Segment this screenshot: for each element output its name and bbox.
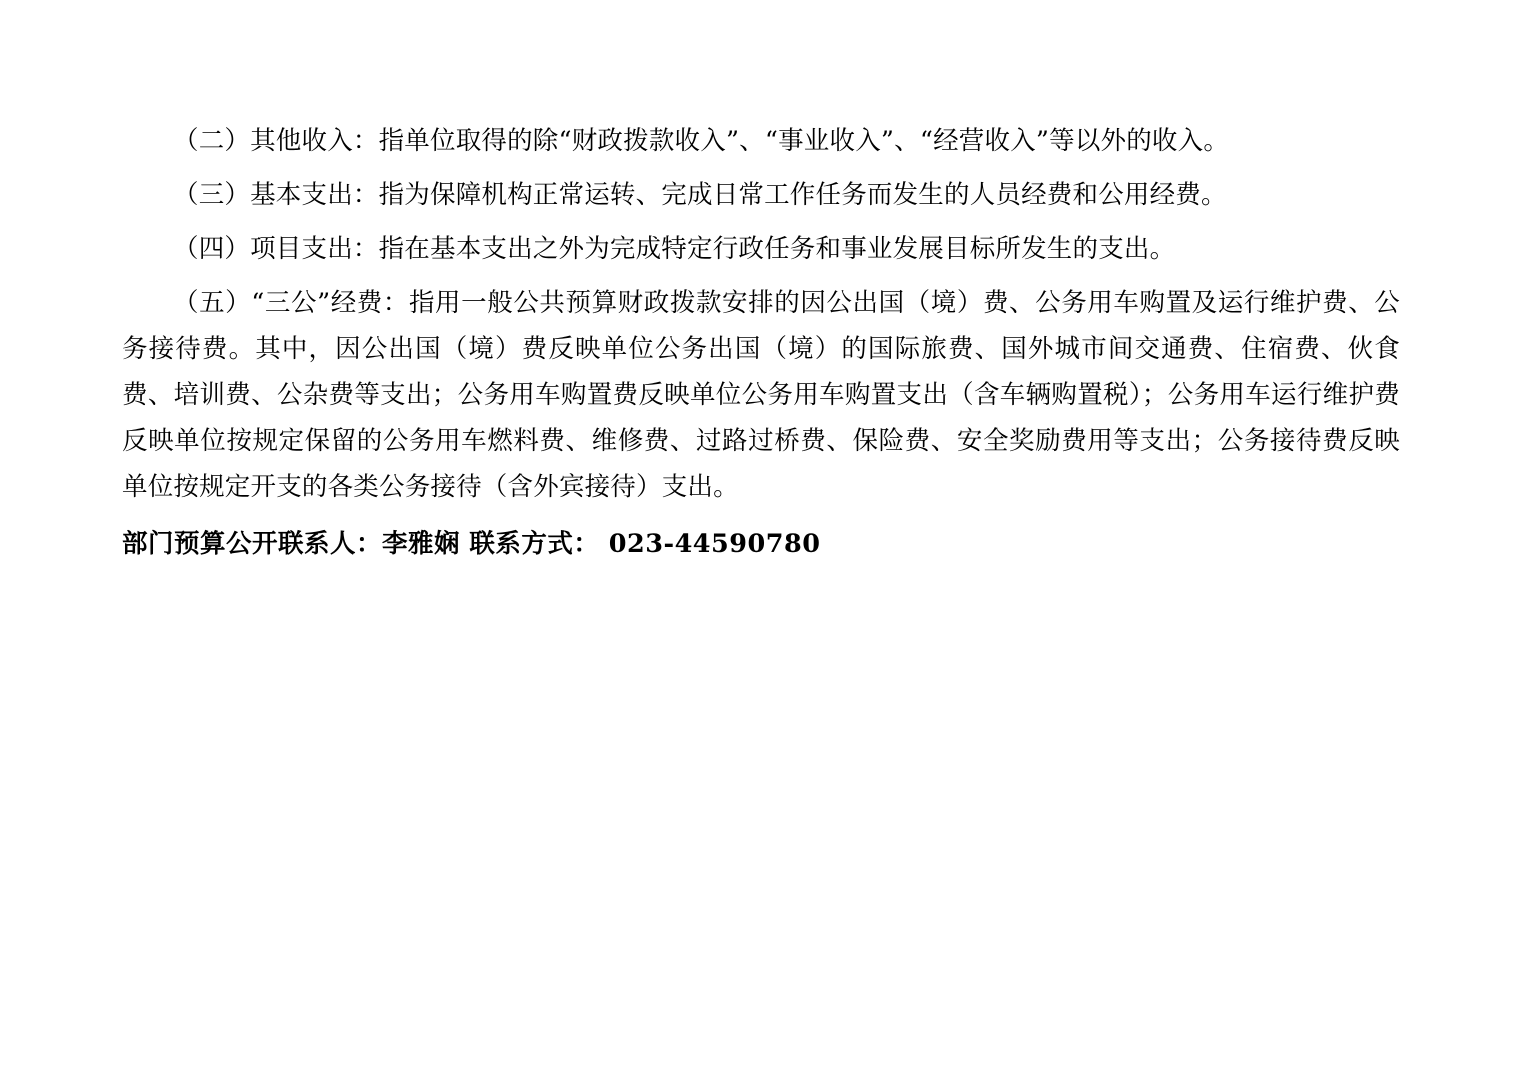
document-body — [122, 118, 1400, 566]
budget-disclosure-contact-line: 部门预算公开联系人：李雅娴 联系方式： 023-44590780 — [122, 529, 821, 559]
paragraph-three-public-expenses: （五）“三公”经费：指用一般公共预算财政拨款安排的因公出国（境）费、公务用车购置及运行维护费、公务接待费。其中，因公出国（境）费反映单位公务出国（境）的国际旅费、国外城市间交通费、住宿费、伙食费、培训费、公杂费等支出；公务用车购置费反映单位公务用车购置支出（含车辆购置税）；公务用车运行维护费反映单位按规定保留的公务用车燃料费、维修费、过路过桥费、保险费、安全奖励费用等支出；公务接待费反映单位按规定开支的各类公务接待（含外宾接待）支出。 — [122, 288, 1400, 502]
paragraph-project-expenditure: （四）项目支出：指在基本支出之外为完成特定行政任务和事业发展目标所发生的支出。 — [173, 234, 1176, 264]
paragraph-other-income: （二）其他收入：指单位取得的除“财政拨款收入”、“事业收入”、“经营收入”等以外的收入。 — [173, 126, 1230, 156]
paragraph-basic-expenditure: （三）基本支出：指为保障机构正常运转、完成日常工作任务而发生的人员经费和公用经费。 — [173, 180, 1227, 210]
